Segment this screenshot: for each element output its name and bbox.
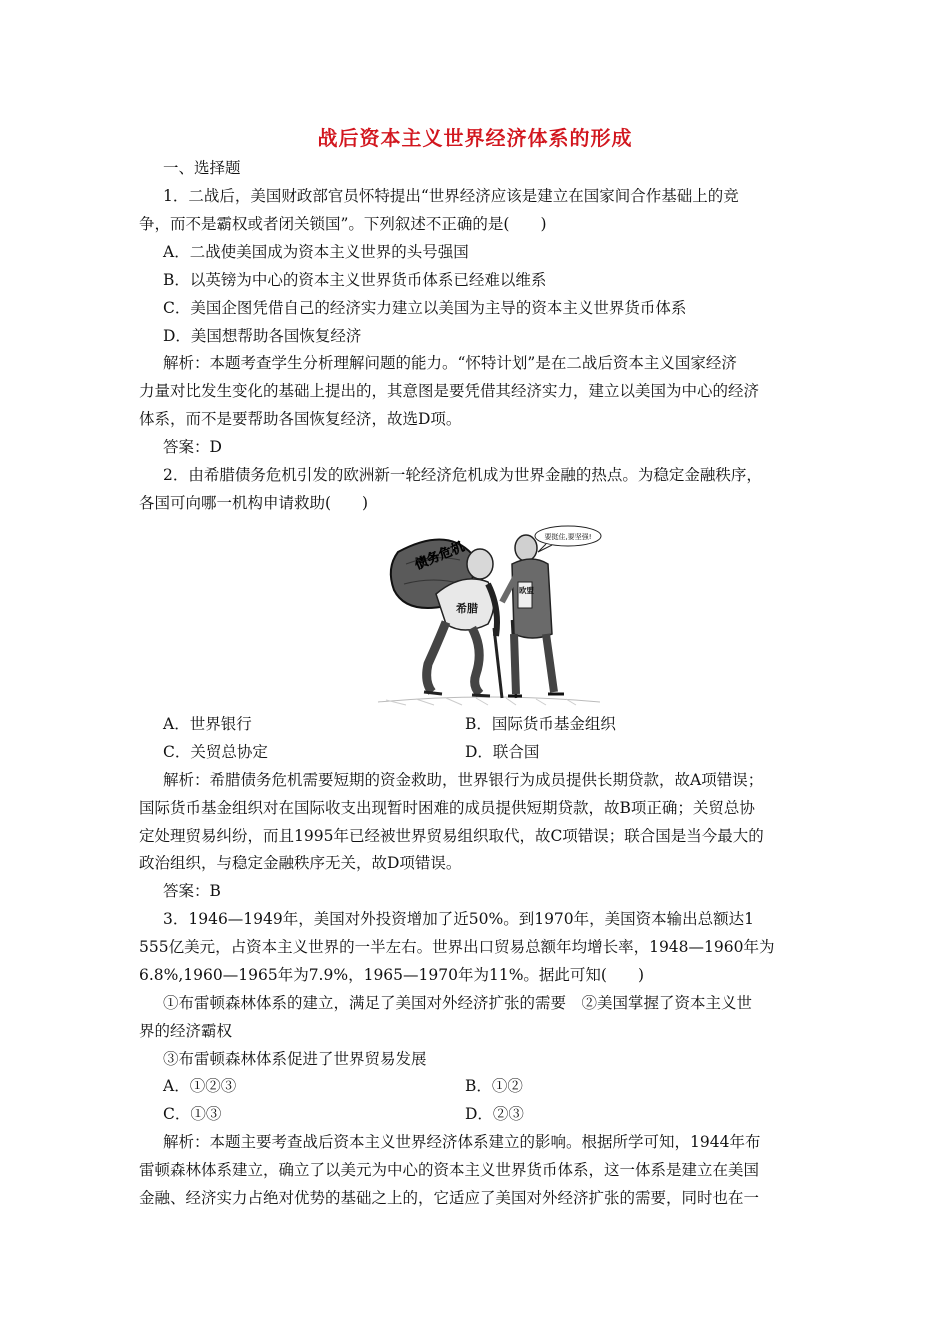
q3-statement-line-1: ①布雷顿森林体系的建立，满足了美国对外经济扩张的需要 ②美国掌握了资本主义世 xyxy=(163,994,753,1012)
q1-option-a: A．二战使美国成为资本主义世界的头号强国 xyxy=(163,243,469,261)
q2-option-b: B．国际货币基金组织 xyxy=(465,715,616,733)
q3-option-b: B．①② xyxy=(465,1077,523,1095)
badge-label: 欧盟 xyxy=(519,586,534,595)
q3-stem-line-3: 6.8%,1960—1965年为7.9%，1965—1970年为11%。据此可知( ) xyxy=(139,966,645,984)
q2-analysis-line-1: 解析：希腊债务危机需要短期的资金救助，世界银行为成员提供长期贷款，故A项错误； xyxy=(163,771,764,789)
q2-option-c: C．关贸总协定 xyxy=(163,743,268,761)
q3-stem-line-1: 3．1946—1949年，美国对外投资增加了近50%。到1970年，美国资本输出总额达1 xyxy=(163,910,755,928)
q3-analysis-line-3: 金融、经济实力占绝对优势的基础之上的，它适应了美国对外经济扩张的需要，同时也在一 xyxy=(139,1189,760,1207)
q2-option-d: D．联合国 xyxy=(465,743,540,761)
page-title: 战后资本主义世界经济体系的形成 xyxy=(317,126,633,150)
q3-statement-line-3: ③布雷顿森林体系促进了世界贸易发展 xyxy=(163,1050,427,1068)
q1-answer: 答案：D xyxy=(163,438,222,456)
q1-stem-line-1: 1．二战后，美国财政部官员怀特提出“世界经济应该是建立在国家间合作基础上的竞 xyxy=(163,187,739,205)
q3-statement-line-2: 界的经济霸权 xyxy=(139,1022,233,1040)
cartoon-illustration xyxy=(376,524,602,706)
q2-answer: 答案：B xyxy=(163,882,221,900)
q3-option-d: D．②③ xyxy=(465,1105,524,1123)
shirt-label: 希腊 xyxy=(456,602,478,615)
section-heading: 一、选择题 xyxy=(163,159,241,177)
q2-analysis-line-2: 国际货币基金组织对在国际收支出现暂时困难的成员提供短期贷款，故B项正确；关贸总协 xyxy=(139,799,755,817)
q1-analysis-line-1: 解析：本题考查学生分析理解问题的能力。“怀特计划”是在二战后资本主义国家经济 xyxy=(163,354,737,372)
bag-label: 债务危机 xyxy=(412,539,467,573)
speech-bubble xyxy=(535,526,601,552)
q2-option-a: A．世界银行 xyxy=(163,715,252,733)
q2-analysis-line-3: 定处理贸易纠纷，而且1995年已经被世界贸易组织取代，故C项错误；联合国是当今最大的 xyxy=(139,827,764,845)
cane xyxy=(494,628,502,698)
q3-stem-line-2: 555亿美元，占资本主义世界的一半左右。世界出口贸易总额年均增长率，1948—1960年为 xyxy=(139,938,775,956)
q1-analysis-line-3: 体系，而不是要帮助各国恢复经济，故选D项。 xyxy=(139,410,462,428)
q2-stem-line-1: 2．由希腊债务危机引发的欧洲新一轮经济危机成为世界金融的热点。为稳定金融秩序， xyxy=(163,466,762,484)
helper-figure xyxy=(502,535,564,696)
q1-option-c: C．美国企图凭借自己的经济实力建立以美国为主导的资本主义世界货币体系 xyxy=(163,299,687,317)
floor-shadow xyxy=(378,697,600,705)
q3-option-c: C．①③ xyxy=(163,1105,222,1123)
q3-option-a: A．①②③ xyxy=(163,1077,237,1095)
q1-option-b: B．以英镑为中心的资本主义世界货币体系已经难以维系 xyxy=(163,271,547,289)
q1-analysis-line-2: 力量对比发生变化的基础上提出的，其意图是要凭借其经济实力，建立以美国为中心的经济 xyxy=(139,382,760,400)
q2-stem-line-2: 各国可向哪一机构申请救助( ) xyxy=(139,494,369,512)
q1-stem-line-2: 争，而不是霸权或者闭关锁国”。下列叙述不正确的是( ) xyxy=(139,215,547,233)
q3-analysis-line-2: 雷顿森林体系建立，确立了以美元为中心的资本主义世界货币体系，这一体系是建立在美国 xyxy=(139,1161,760,1179)
q1-option-d: D．美国想帮助各国恢复经济 xyxy=(163,327,362,345)
speech-text: 要挺住,要坚强! xyxy=(544,533,592,541)
q2-analysis-line-4: 政治组织，与稳定金融秩序无关，故D项错误。 xyxy=(139,854,462,872)
q3-analysis-line-1: 解析：本题主要考查战后资本主义世界经济体系建立的影响。根据所学可知，1944年布 xyxy=(163,1133,761,1151)
